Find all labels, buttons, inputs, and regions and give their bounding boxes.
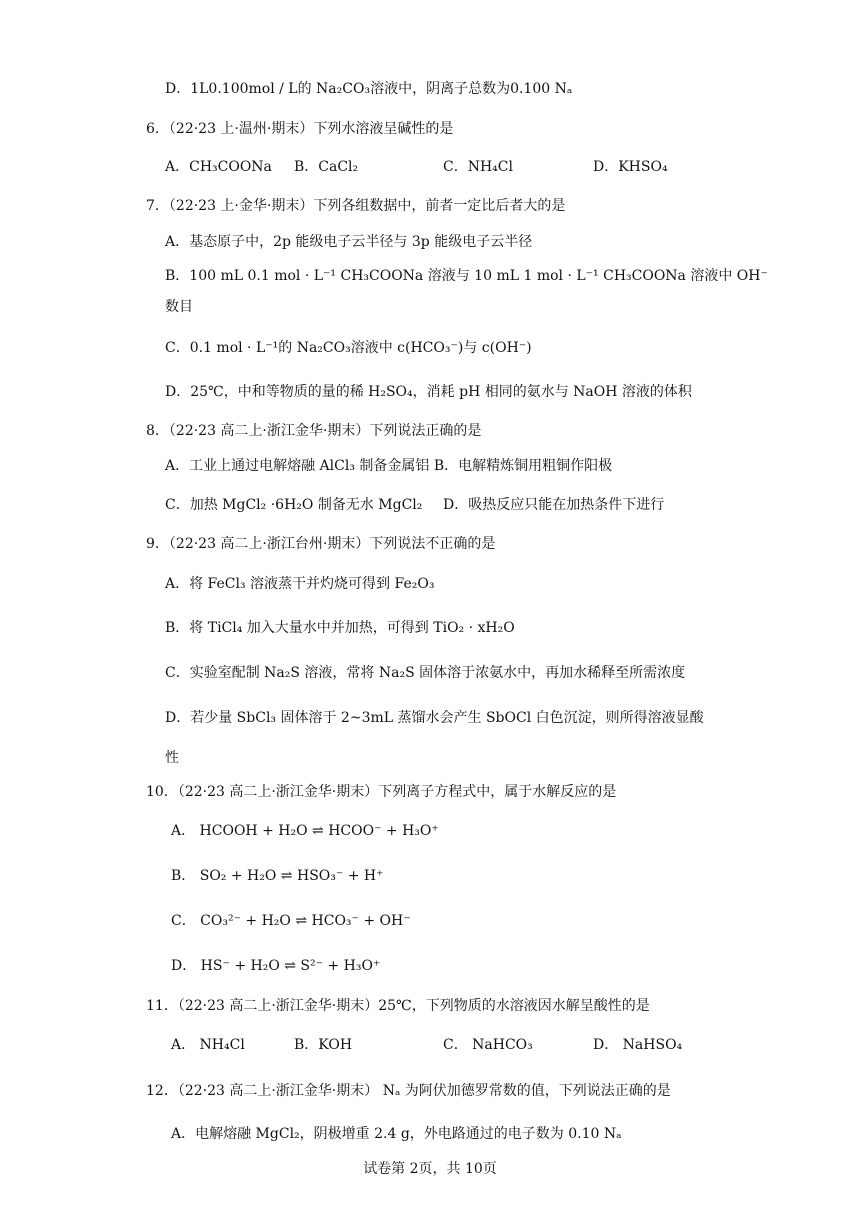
question-9: 9．（22·23 高二上·浙江台州·期末）下列说法不正确的是 [146, 536, 496, 552]
q10-option-a: A． HCOOH + H₂O ⇌ HCOO⁻ + H₃O⁺ [171, 823, 439, 839]
q9-option-d: D．若少量 SbCl₃ 固体溶于 2~3mL 蒸馏水会产生 SbOCl 白色沉淀，则所得溶液显酸 [165, 710, 704, 726]
q6-option-c: C．NH₄Cl [443, 159, 513, 175]
q10-option-c: C． CO₃²⁻ + H₂O ⇌ HCO₃⁻ + OH⁻ [171, 913, 411, 929]
q8-option-c: C．加热 MgCl₂ ·6H₂O 制备无水 MgCl₂ [165, 497, 423, 513]
q7-option-a: A．基态原子中，2p 能级电子云半径与 3p 能级电子云半径 [165, 234, 533, 250]
q11-option-c: C． NaHCO₃ [443, 1037, 533, 1053]
q10-option-d: D． HS⁻ + H₂O ⇌ S²⁻ + H₃O⁺ [171, 958, 381, 974]
q11-option-b: B．KOH [294, 1037, 353, 1053]
page-footer: 试卷第 2页，共 10页 [363, 1161, 497, 1177]
q9-option-b: B．将 TiCl₄ 加入大量水中并加热，可得到 TiO₂ · xH₂O [165, 620, 515, 636]
q11-option-d: D． NaHSO₄ [593, 1037, 683, 1053]
q11-option-a: A． NH₄Cl [171, 1037, 245, 1053]
q10-option-b: B． SO₂ + H₂O ⇌ HSO₃⁻ + H⁺ [171, 868, 384, 884]
q9-option-c: C．实验室配制 Na₂S 溶液，常将 Na₂S 固体溶于浓氨水中，再加水稀释至所需浓度 [165, 665, 686, 681]
q9-option-d-cont: 性 [165, 750, 179, 766]
question-7: 7．（22·23 上·金华·期末）下列各组数据中，前者一定比后者大的是 [146, 198, 566, 214]
q8-option-d: D．吸热反应只能在加热条件下进行 [443, 497, 665, 513]
q5-option-d: D．1L0.100mol / L的 Na₂CO₃溶液中，阴离子总数为0.100 Nₐ [165, 81, 573, 97]
q6-option-d: D．KHSO₄ [593, 159, 668, 175]
q6-option-b: B．CaCl₂ [294, 159, 359, 175]
question-8: 8．（22·23 高二上·浙江金华·期末）下列说法正确的是 [146, 423, 482, 439]
q7-option-b: B．100 mL 0.1 mol · L⁻¹ CH₃COONa 溶液与 10 mL 1 mol · L⁻¹ CH₃COONa 溶液中 OH⁻ [165, 268, 768, 284]
q6-option-a: A．CH₃COONa [165, 159, 272, 175]
q7-option-c: C．0.1 mol · L⁻¹的 Na₂CO₃溶液中 c(HCO₃⁻)与 c(OH⁻) [165, 340, 532, 356]
q9-option-a: A．将 FeCl₃ 溶液蒸干并灼烧可得到 Fe₂O₃ [165, 576, 435, 592]
q7-option-d: D．25℃，中和等物质的量的稀 H₂SO₄，消耗 pH 相同的氨水与 NaOH 溶液的体积 [165, 384, 692, 400]
q8-option-ab: A．工业上通过电解熔融 AlCl₃ 制备金属铝 B．电解精炼铜用粗铜作阳极 [165, 458, 613, 474]
question-11: 11．（22·23 高二上·浙江金华·期末）25℃，下列物质的水溶液因水解呈酸性的是 [146, 998, 650, 1014]
q12-option-a: A．电解熔融 MgCl₂，阴极增重 2.4 g，外电路通过的电子数为 0.10 Nₐ [171, 1126, 622, 1142]
q7-option-b-cont: 数目 [165, 299, 193, 315]
question-12: 12．（22·23 高二上·浙江金华·期末） Nₐ 为阿伏加德罗常数的值，下列说法正确的是 [146, 1083, 671, 1099]
question-10: 10．（22·23 高二上·浙江金华·期末）下列离子方程式中，属于水解反应的是 [146, 784, 617, 800]
question-6: 6．（22·23 上·温州·期末）下列水溶液呈碱性的是 [146, 121, 454, 137]
